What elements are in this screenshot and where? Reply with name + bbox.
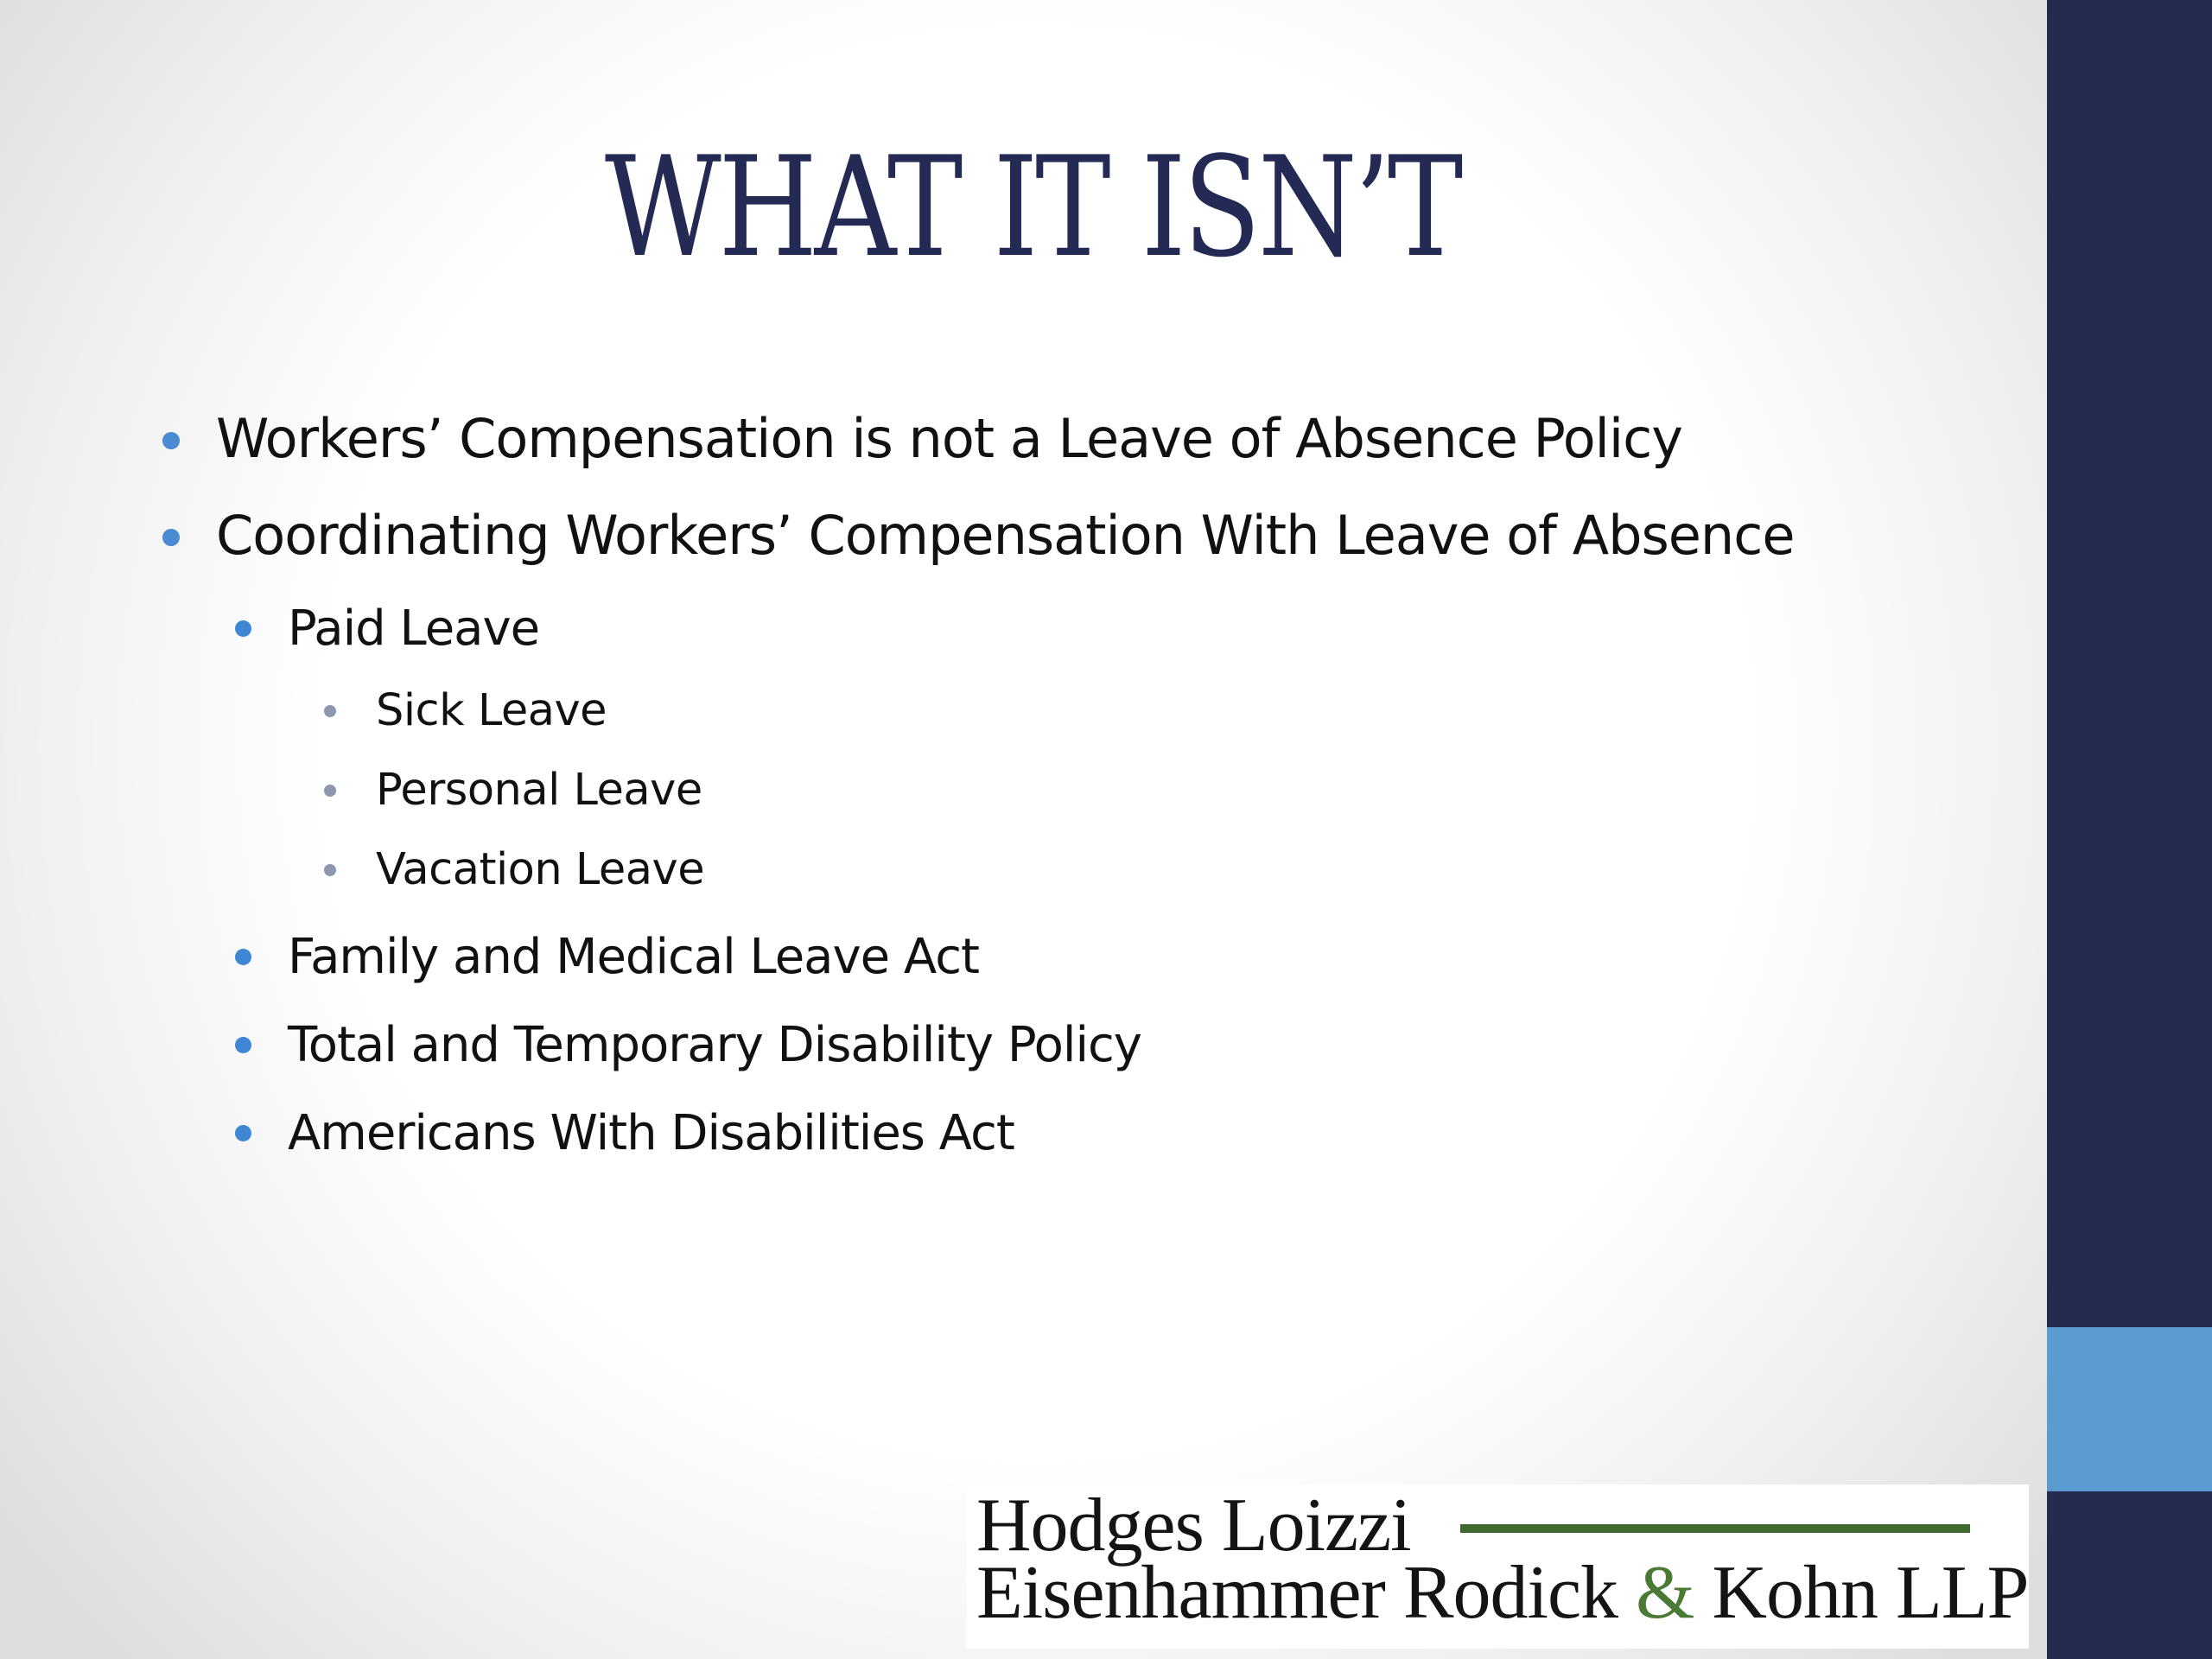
bullet-text: Paid Leave (288, 601, 540, 657)
bullet-text: Sick Leave (376, 685, 607, 736)
slide-title: WHAT IT ISN’T (604, 126, 1461, 288)
logo-line-1: Hodges Loizzi (976, 1484, 1411, 1567)
bullet-dot-icon (235, 620, 251, 637)
logo-line-2-part-2: Kohn LLP (1694, 1551, 2029, 1635)
bullet-dot-icon (162, 529, 180, 546)
bullet-text: Americans With Disabilities Act (288, 1105, 1014, 1161)
bullet-text: Personal Leave (376, 765, 702, 816)
logo-line-2-part-1: Eisenhammer Rodick (976, 1551, 1637, 1635)
bullet-text: Total and Temporary Disability Policy (288, 1017, 1141, 1073)
sidebar-accent-block (2047, 1327, 2212, 1491)
bullet-text: Vacation Leave (376, 844, 705, 895)
bullet-dot-icon (324, 864, 336, 876)
bullet-dot-icon (324, 705, 336, 717)
logo-rule (1460, 1524, 1970, 1533)
bullet-dot-icon (324, 785, 336, 797)
logo-line-2 (976, 1552, 2028, 1635)
bullet-dot-icon (162, 432, 180, 449)
bullet-dot-icon (235, 1125, 251, 1141)
bullet-text: Workers’ Compensation is not a Leave of Absence Policy (216, 407, 1682, 470)
bullet-dot-icon (235, 949, 251, 965)
logo-ampersand: & (1636, 1551, 1694, 1635)
bullet-text: Coordinating Workers’ Compensation With Leave of Absence (216, 504, 1795, 567)
bullet-text: Family and Medical Leave Act (288, 929, 979, 985)
firm-logo (966, 1484, 2029, 1649)
bullet-dot-icon (235, 1037, 251, 1053)
